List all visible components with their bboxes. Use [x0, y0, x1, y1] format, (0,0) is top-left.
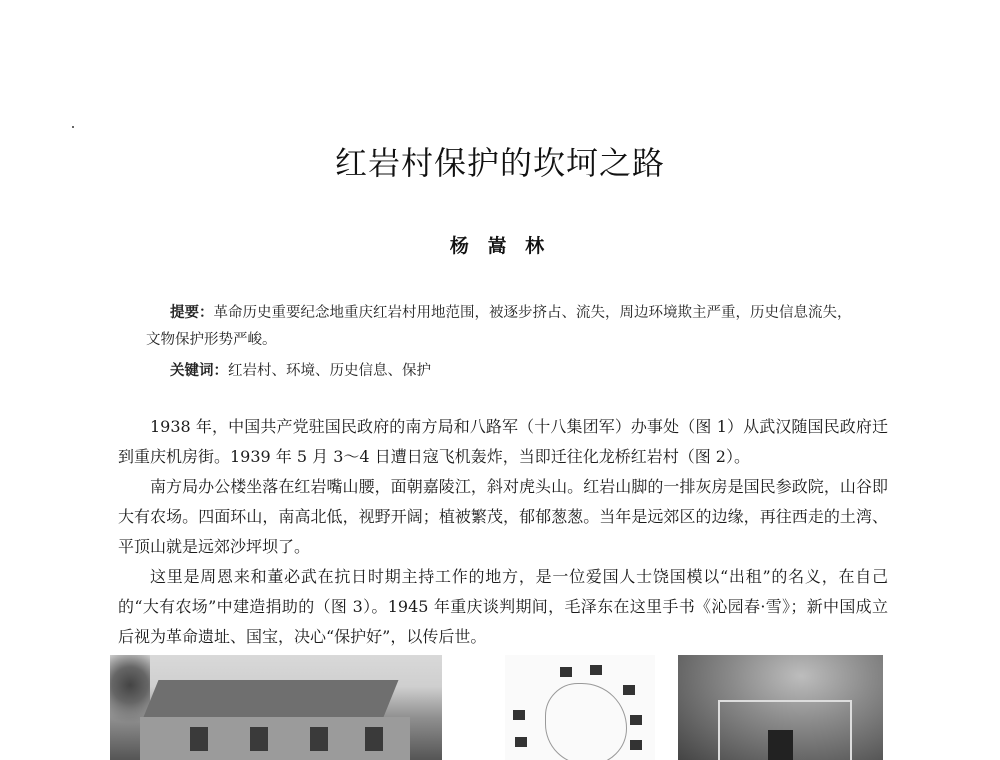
- paragraph-3: 这里是周恩来和董必武在抗日时期主持工作的地方，是一位爱国人士饶国模以“出租”的名义，在自己的“大有农场”中建造捐助的（图 3）。1945 年重庆谈判期间，毛泽东在这里手书《沁园春·雪》；新中国成立后视为革命遗址、国宝，决心“保护好”，以传后世。: [118, 567, 888, 646]
- keywords-label: 关键词：: [170, 363, 228, 379]
- paragraph-2: 南方局办公楼坐落在红岩嘴山腰，面朝嘉陵江，斜对虎头山。红岩山脚的一排灰房是国民参政院，山谷即大有农场。四面环山，南高北低，视野开阔；植被繁茂，郁郁葱葱。当年是远郊区的边缘，再往西走的土湾、平顶山就是远郊沙坪坝了。: [118, 477, 888, 556]
- keywords-text: 红岩村、环境、历史信息、保护: [228, 363, 431, 379]
- window-shape: [310, 727, 328, 751]
- paragraph-1: 1938 年，中国共产党驻国民政府的南方局和八路军（十八集团军）办事处（图 1）从武汉随国民政府迁到重庆机房街。1939 年 5 月 3～4 日遭日寇飞机轰炸，当即迁往化龙桥红岩村（图 2）。: [118, 417, 888, 466]
- map-thumbnail: [590, 665, 602, 675]
- abstract-label: 提要：: [170, 305, 214, 321]
- map-thumbnail: [630, 715, 642, 725]
- abstract: [146, 300, 864, 354]
- article-title: 红岩村保护的坎坷之路: [334, 144, 665, 182]
- map-thumbnail: [560, 667, 572, 677]
- window-shape: [190, 727, 208, 751]
- map-thumbnail: [513, 710, 525, 720]
- map-thumbnail: [630, 740, 642, 750]
- body-text: [118, 412, 888, 652]
- figure-photo-office-building: [110, 655, 442, 760]
- article-author: 杨 嵩 林: [449, 235, 551, 257]
- map-thumbnail: [515, 737, 527, 747]
- figure-photo-farmhouse: [678, 655, 883, 760]
- abstract-text: 革命历史重要纪念地重庆红岩村用地范围，被逐步挤占、流失，周边环境欺主严重，历史信息流失，文物保护形势严峻。: [146, 305, 852, 348]
- door-shape: [768, 730, 793, 760]
- figure-site-map: [505, 655, 655, 760]
- map-outline: [545, 683, 627, 760]
- window-shape: [250, 727, 268, 751]
- window-shape: [365, 727, 383, 751]
- scan-speck: [72, 126, 74, 128]
- map-thumbnail: [623, 685, 635, 695]
- roof-shape: [142, 680, 399, 722]
- keywords: [170, 358, 431, 385]
